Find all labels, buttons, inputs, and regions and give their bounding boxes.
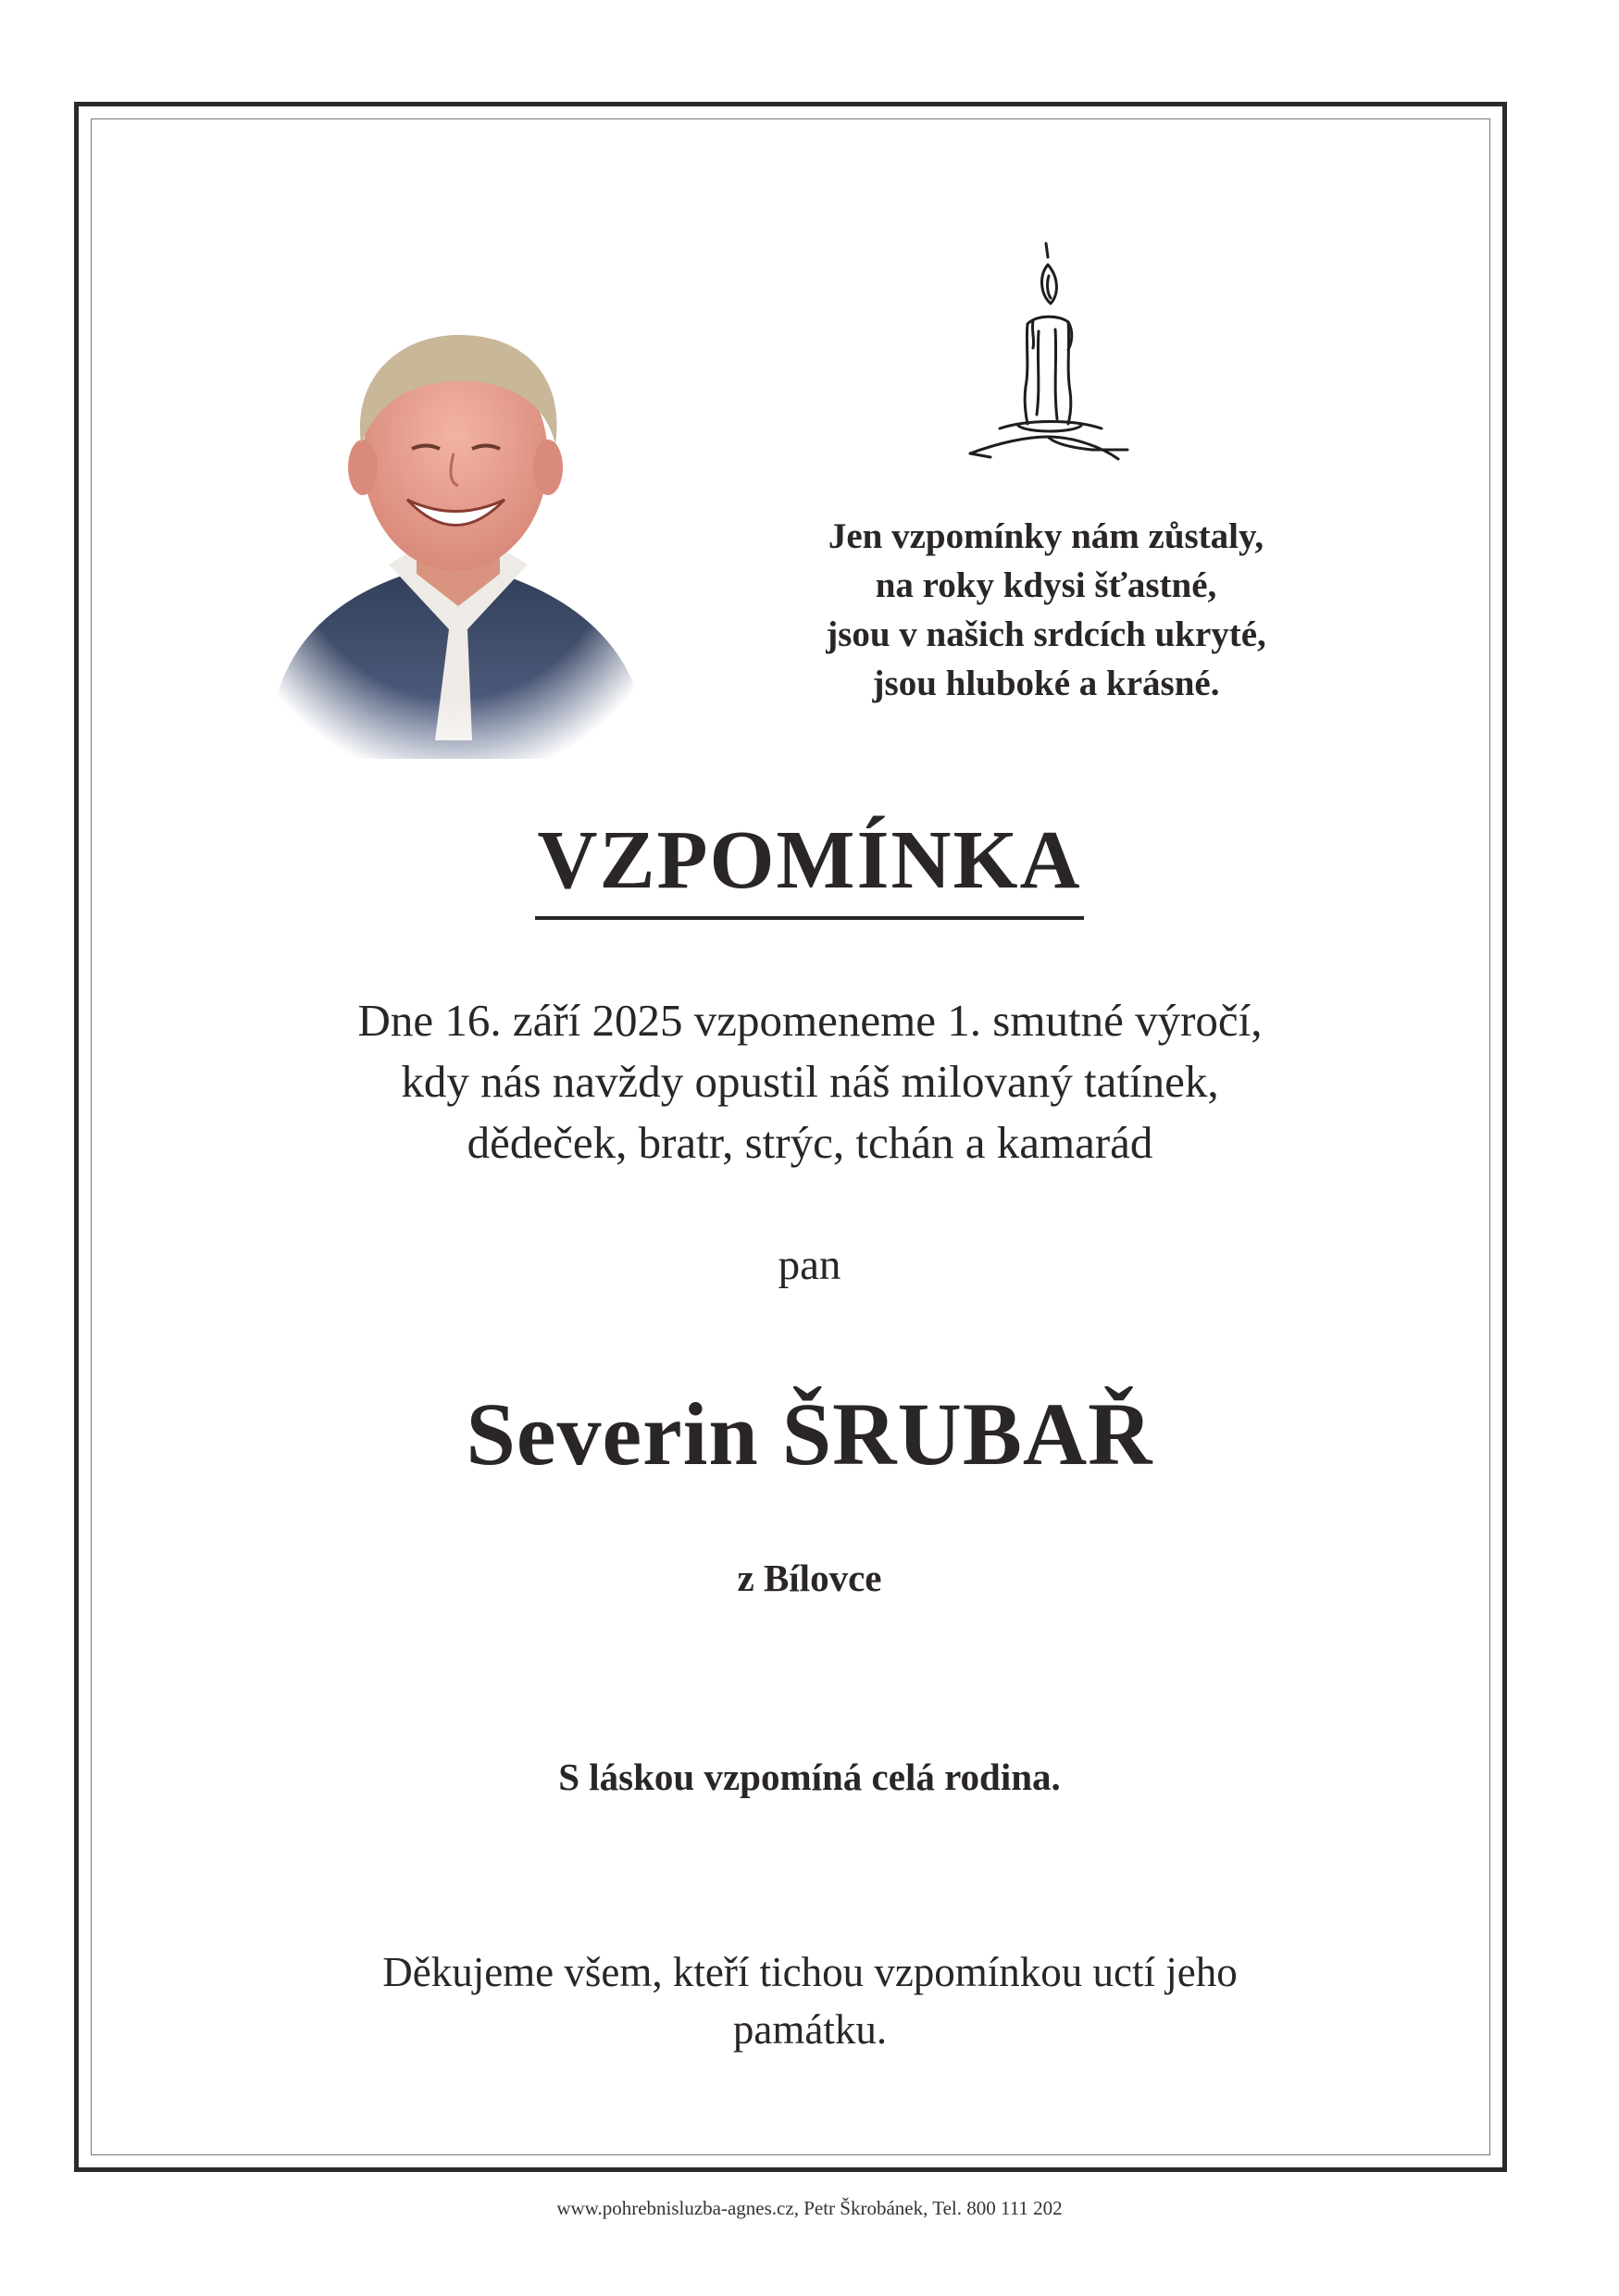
- deceased-name: Severin ŠRUBAŘ: [466, 1384, 1153, 1483]
- thanks-line: Děkujeme všem, kteří tichou vzpomínkou uctí jeho: [382, 1949, 1238, 1995]
- portrait-photo: [250, 296, 657, 759]
- intro-line: Dne 16. září 2025 vzpomeneme 1. smutné výročí,: [357, 995, 1263, 1046]
- intro-line: kdy nás navždy opustil náš milovaný tatínek,: [401, 1056, 1219, 1107]
- page-title: [0, 814, 1619, 920]
- deceased-origin: z Bílovce: [737, 1557, 882, 1599]
- footer-contact: www.pohrebnisluzba-agnes.cz, Petr Škrobánek, Tel. 800 111 202: [556, 2197, 1063, 2219]
- salutation: pan: [778, 1241, 841, 1289]
- intro-line: dědeček, bratr, strýc, tchán a kamarád: [467, 1117, 1153, 1168]
- candle-icon: [963, 239, 1134, 465]
- memorial-poem: [722, 512, 1370, 708]
- family-note: S láskou vzpomíná celá rodina.: [558, 1756, 1061, 1798]
- intro-paragraph: [167, 990, 1453, 1173]
- poem-line: na roky kdysi šťastné,: [875, 565, 1217, 605]
- poem-line: Jen vzpomínky nám zůstaly,: [828, 516, 1264, 556]
- poem-line: jsou v našich srdcích ukryté,: [826, 614, 1266, 654]
- thanks-line: památku.: [732, 2006, 888, 2053]
- poem-line: jsou hluboké a krásné.: [872, 664, 1220, 703]
- page-title-text: VZPOMÍNKA: [535, 814, 1085, 920]
- thanks-paragraph: [213, 1943, 1407, 2058]
